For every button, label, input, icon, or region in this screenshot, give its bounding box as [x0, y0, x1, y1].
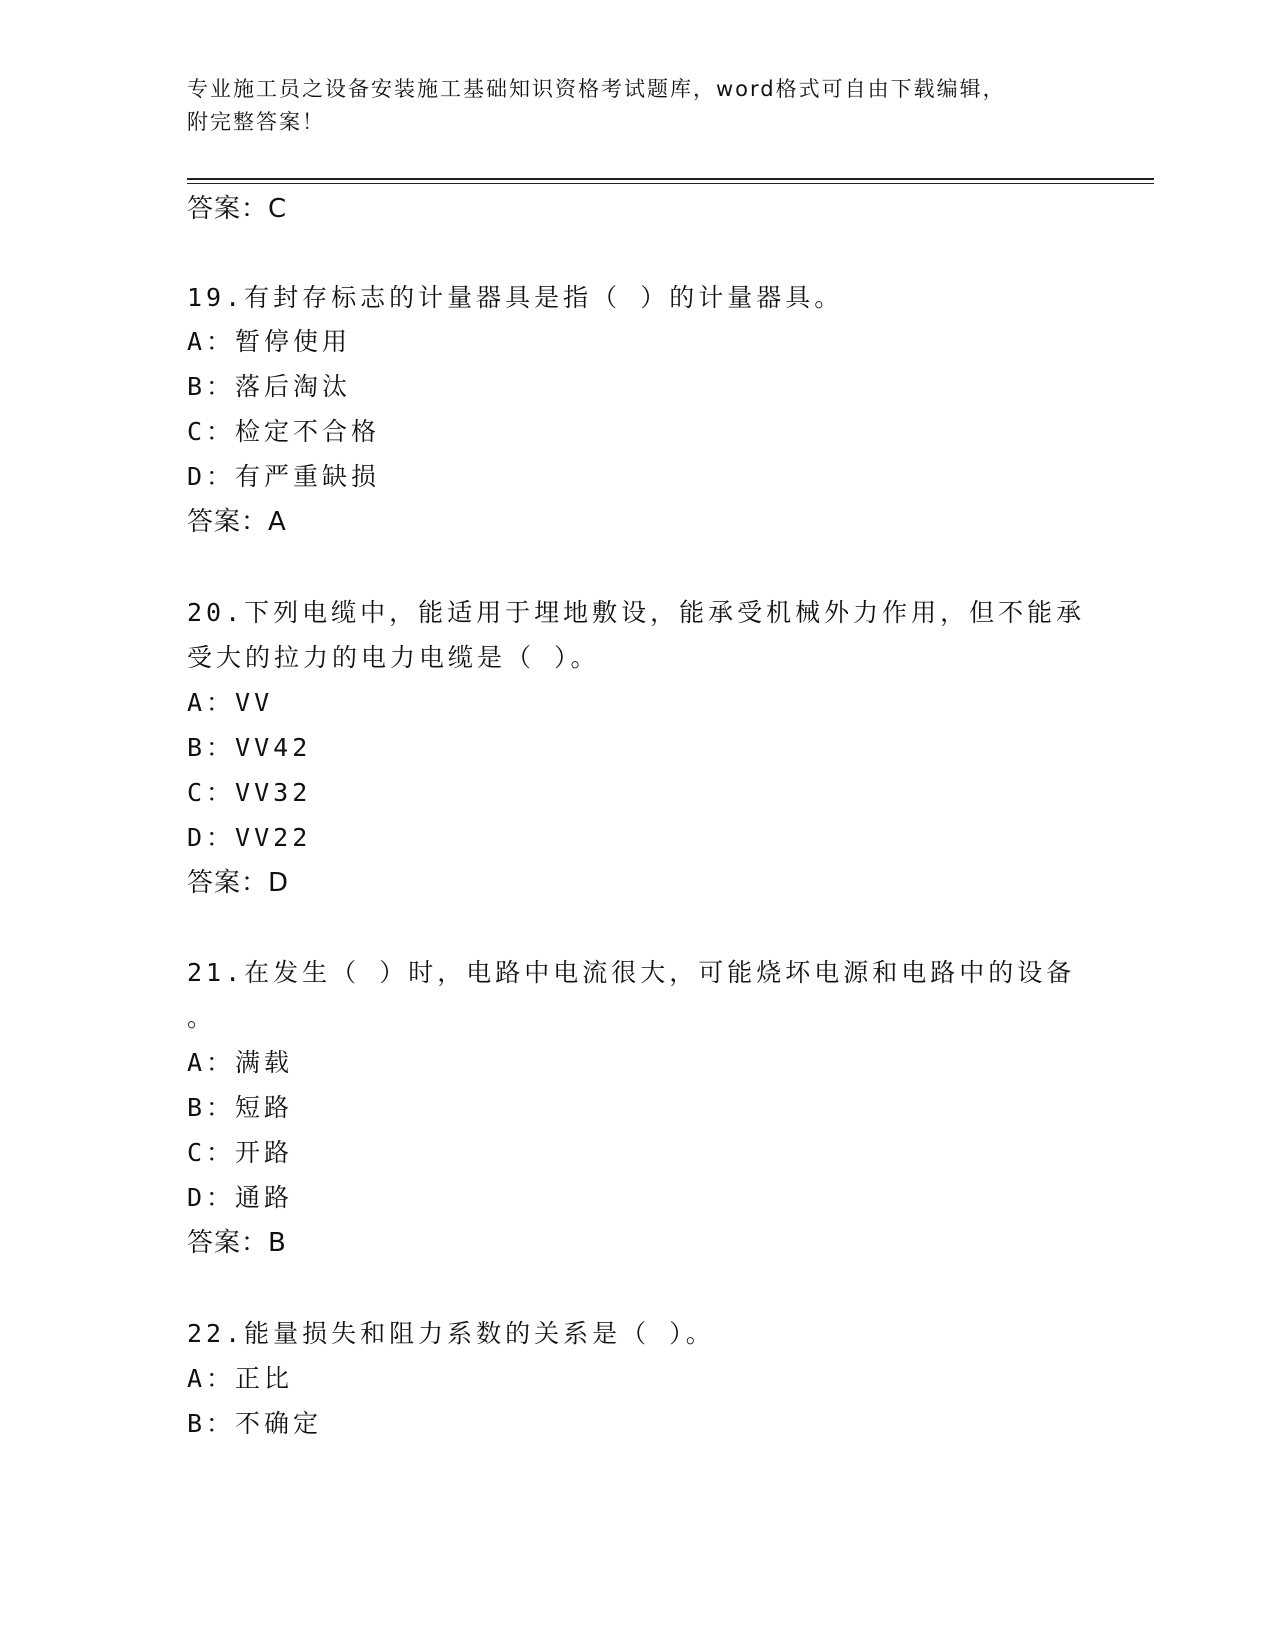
answer: 答案：D: [187, 868, 290, 898]
question-text-line-2: 。: [187, 1003, 217, 1032]
option-a: A：VV: [187, 688, 274, 717]
question-text-line-1: 21.在发生（ ）时，电路中电流很大，可能烧坏电源和电路中的设备: [187, 958, 1076, 987]
option-a: A：满载: [187, 1048, 294, 1077]
option-a: A：正比: [187, 1364, 294, 1393]
option-d: D：有严重缺损: [187, 462, 381, 491]
question-text: 22.能量损失和阻力系数的关系是（ ）。: [187, 1319, 715, 1348]
header-line-2: 附完整答案！: [187, 110, 325, 134]
answer-previous: 答案：C: [187, 194, 288, 224]
option-b: B：短路: [187, 1093, 294, 1122]
option-b: B：不确定: [187, 1409, 323, 1438]
option-c: C：开路: [187, 1138, 294, 1167]
header-divider-thin: [187, 183, 1154, 184]
option-b: B：VV42: [187, 733, 312, 762]
answer: 答案：B: [187, 1228, 287, 1258]
option-c: C：VV32: [187, 778, 312, 807]
question-text-line-2: 受大的拉力的电力电缆是（ ）。: [187, 643, 600, 672]
question-text: 19.有封存标志的计量器具是指（ ）的计量器具。: [187, 283, 844, 312]
option-b: B：落后淘汰: [187, 372, 352, 401]
answer: 答案：A: [187, 507, 287, 537]
question-text-line-1: 20.下列电缆中，能适用于埋地敷设，能承受机械外力作用，但不能承: [187, 598, 1086, 627]
option-d: D：VV22: [187, 823, 312, 852]
document-header: [187, 73, 1067, 139]
option-d: D：通路: [187, 1183, 294, 1212]
header-line-1: 专业施工员之设备安装施工基础知识资格考试题库，word格式可自由下载编辑，: [187, 77, 1006, 101]
option-a: A：暂停使用: [187, 327, 352, 356]
option-c: C：检定不合格: [187, 417, 381, 446]
header-divider-thick: [187, 178, 1154, 180]
